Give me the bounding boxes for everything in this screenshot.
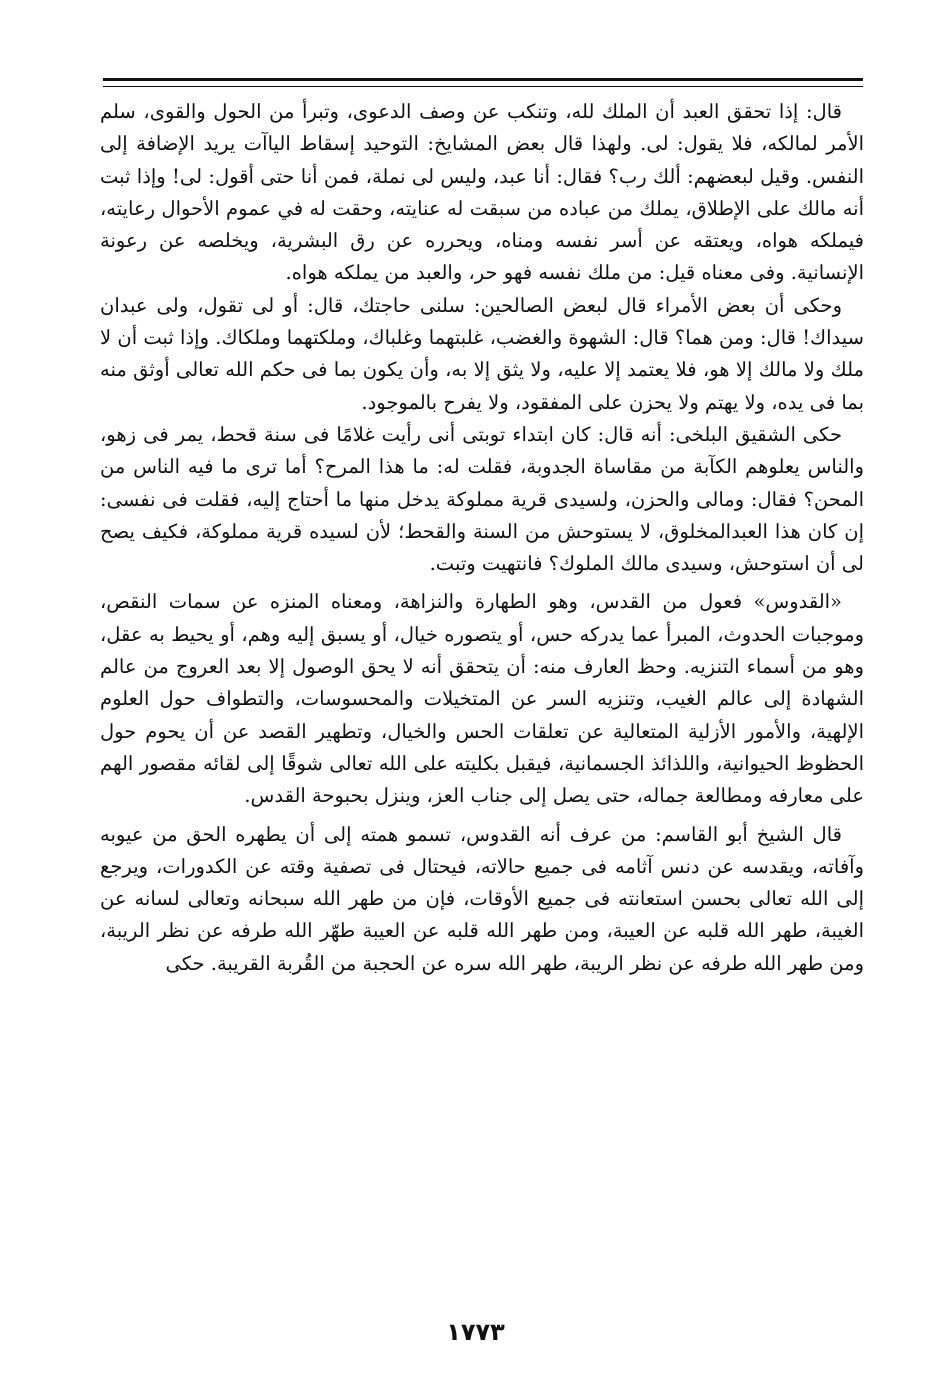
header-rule-thin xyxy=(103,86,863,87)
paragraph-2: وحكى أن بعض الأمراء قال لبعض الصالحين: سلنى حاجتك، قال: أو لى تقول، ولى عبدان سيداك! قال: ومن هما؟ قال: الشهوة والغضب، غلبتهما وغلباك، وملكتهما وملكاك. وإذا ثبت أن لا ملك ولا مالك إلا هو، فلا يعتمد إلا عليه، ولا يثق إلا به، وأن يكون بما فى حكم الله تعالى أوثق منه بما فى يده، ولا يهتم ولا يحزن على المفقود، ولا يفرح بالموجود. xyxy=(100,293,864,414)
paragraph-5: قال الشيخ أبو القاسم: من عرف أنه القدوس، تسمو همته إلى أن يطهره الحق من عيوبه وآفاته، ويقدسه عن دنس آثامه فى جميع حالاته، فيحتال فى تصفية وقته عن الكدورات، ويرجع إلى الله تعالى بحسن استعانته فى جميع الأوقات، فإن من طهر الله سبحانه وتعالى لسانه عن الغيبة، طهر الله قلبه عن العيبة، ومن طهر الله قلبه عن العيبة طهّر الله طرفه عن نظر الريبة، ومن طهر الله طرفه عن نظر الريبة، طهر الله سره عن الحجبة من القُربة القريبة. حكى xyxy=(100,822,864,975)
header-rule-thick xyxy=(103,78,863,81)
page-body xyxy=(100,96,864,980)
page-number: ١٧٧٣ xyxy=(446,1318,505,1346)
paragraph-4: «القدوس» فعول من القدس، وهو الطهارة والنزاهة، ومعناه المنزه عن سمات النقص، وموجبات الحدوث، المبرأ عما يدركه حس، أو يتصوره خيال، أو يسبق إليه وهم، أو يحيط به عقل، وهو من أسماء التنزيه. وحظ العارف منه: أن يتحقق أنه لا يحق الوصول إلا بعد العروج من عالم الشهادة إلى عالم الغيب، وتنزيه السر عن المتخيلات والمحسوسات، والتطواف حول العلوم الإلهية، والأمور الأزلية المتعالية عن تعلقات الحس والخيال، وتطهير القصد عن أن يحوم حول الحظوظ الحيوانية، واللذائذ الجسمانية، فيقبل بكليته على الله تعالى شوقًا إلى لقائه مقصور الهم على معارفه ومطالعة جماله، حتى يصل إلى جناب العز، وينزل بحبوحة القدس. xyxy=(100,590,864,808)
paragraph-1: قال: إذا تحقق العبد أن الملك لله، وتنكب عن وصف الدعوى، وتبرأ من الحول والقوى، سلم الأمر لمالكه، فلا يقول: لى. ولهذا قال بعض المشايخ: التوحيد إسقاط الياآت يريد الإضافة إلى النفس. وقيل لبعضهم: ألك رب؟ فقال: أنا عبد، وليس لى نملة، فمن أنا حتى أقول: لى! وإذا ثبت أنه مالك على الإطلاق، يملك من عباده من سبقت له عنايته، وحقت له في عموم الأحوال رعايته، فيملكه هواه، ويعتقه عن أسر نفسه ومناه، ويحرره عن رق البشرية، ويخلصه عن رعونة الإنسانية. وفى معناه قيل: من ملك نفسه فهو حر، والعبد من يملكه هواه. xyxy=(100,100,864,285)
paragraph-3: حكى الشقيق البلخى: أنه قال: كان ابتداء توبتى أنى رأيت غلامًا فى سنة قحط، يمر فى زهو، والناس يعلوهم الكآبة من مقاساة الجدوبة، فقلت له: ما هذا المرح؟ أما ترى ما فيه الناس من المحن؟ فقال: ومالى والحزن، ولسيدى قرية مملوكة يدخل منها ما أحتاج إليه، فقلت فى نفسى: إن كان هذا العبدالمخلوق، لا يستوحش من السنة والقحط؛ لأن لسيده قرية مملوكة، فكيف يصح لى أن استوحش، وسيدى مالك الملوك؟ فانتهيت وتبت. xyxy=(100,422,864,576)
